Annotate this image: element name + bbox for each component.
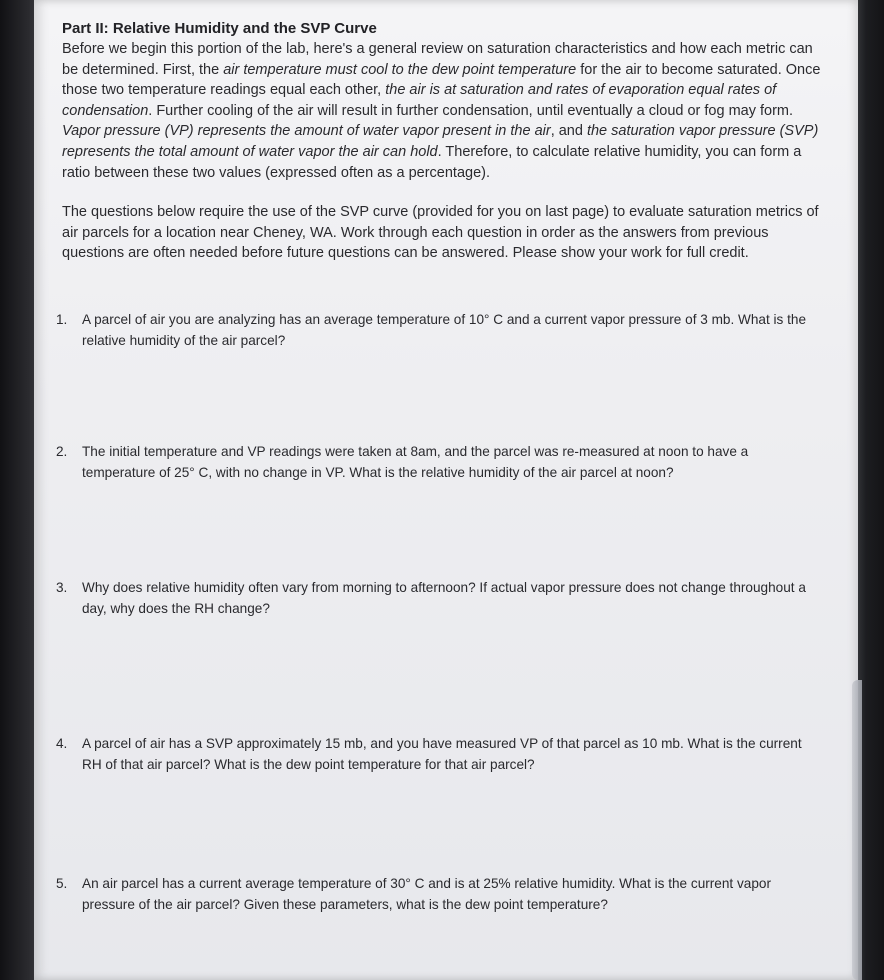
- intro-text-5: . Therefore, to calculate relative humidity, you can form a ratio between these two values (expressed often as a percentage).: [62, 143, 802, 181]
- intro-emphasis-1: air temperature must cool to the dew point temperature: [223, 61, 577, 78]
- document-body: [62, 18, 832, 264]
- question-number: 2.: [56, 444, 68, 459]
- intro-emphasis-2: the air is at saturation and rates of evaporation equal rates of condensation: [62, 82, 777, 119]
- question-text: The initial temperature and VP readings were taken at 8am, and the parcel was re-measured at noon to have a temperature of 25° C, with no change in VP. What is the relative humidity of the air parcel at noon?: [82, 444, 749, 480]
- intro-text-3: . Further cooling of the air will result in further condensation, until eventually a cloud or fog may form.: [148, 102, 794, 119]
- question-3: [56, 578, 808, 619]
- intro-emphasis-4: the saturation vapor pressure (SVP) represents the total amount of water vapor the air can hold: [62, 123, 819, 160]
- question-number: 4.: [56, 736, 68, 751]
- intro-text-2: for the air to become saturated. Once those two temperature readings equal each other,: [62, 61, 821, 99]
- document-page: [34, 0, 858, 980]
- question-2: [56, 442, 808, 483]
- intro-text-1: Before we begin this portion of the lab, here's a general review on saturation characteristics and how each metric can be determined. First, the: [62, 41, 813, 78]
- question-5: [56, 874, 808, 915]
- scroll-edge-tab: [852, 680, 862, 980]
- instructions-paragraph: The questions below require the use of the SVP curve (provided for you on last page) to evaluate saturation metrics of air parcels for a location near Cheney, WA. Work through each question in order as the answers from previous questions are often needed before future questions can be answered. Please show your work for full credit.: [62, 204, 819, 262]
- section-title: Part II: Relative Humidity and the SVP Curve: [62, 20, 377, 37]
- question-text: An air parcel has a current average temperature of 30° C and is at 25% relative humidity. What is the current vapor pressure of the air parcel? Given these parameters, what is the dew point temperature?: [82, 876, 771, 912]
- intro-emphasis-3: Vapor pressure (VP) represents the amount of water vapor present in the air: [62, 123, 551, 140]
- question-text: A parcel of air has a SVP approximately 15 mb, and you have measured VP of that parcel as 10 mb. What is the current RH of that air parcel? What is the dew point temperature for that air parcel?: [82, 736, 802, 772]
- question-4: [56, 734, 808, 775]
- question-number: 3.: [56, 580, 68, 595]
- question-text: Why does relative humidity often vary from morning to afternoon? If actual vapor pressure does not change throughout a day, why does the RH change?: [82, 580, 806, 616]
- question-number: 5.: [56, 876, 68, 891]
- question-text: A parcel of air you are analyzing has an average temperature of 10° C and a current vapor pressure of 3 mb. What is the relative humidity of the air parcel?: [82, 312, 807, 348]
- question-number: 1.: [56, 312, 68, 327]
- question-1: [56, 310, 808, 351]
- intro-text-4: , and: [550, 123, 587, 140]
- intro-paragraph: [62, 39, 832, 183]
